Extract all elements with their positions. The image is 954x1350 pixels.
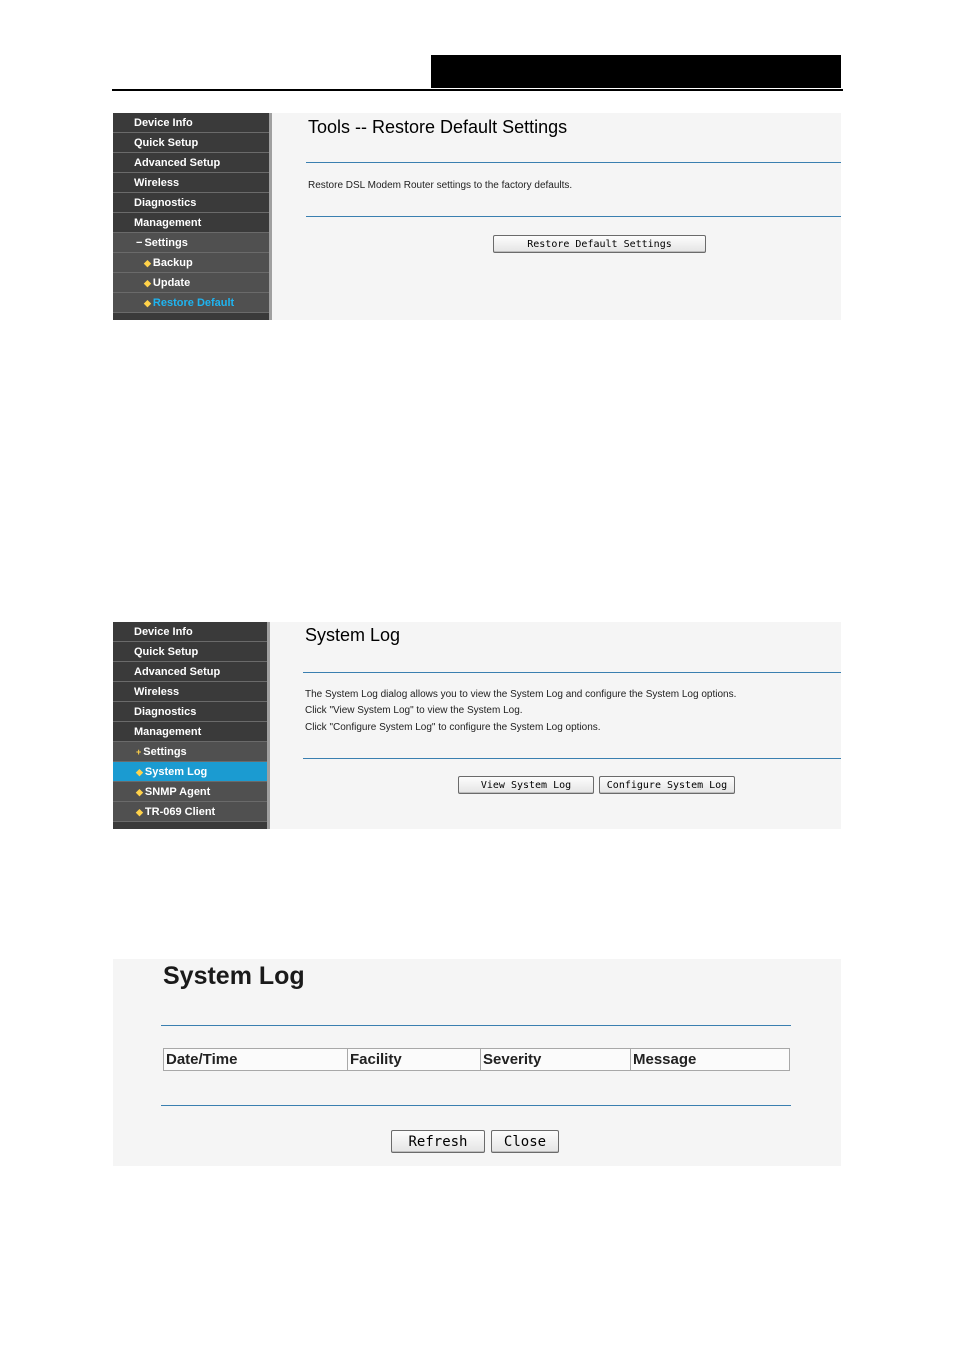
nav-update[interactable] bbox=[113, 273, 269, 293]
divider bbox=[161, 1025, 791, 1026]
page-header-bar bbox=[431, 55, 841, 88]
bullet-icon: ◆ bbox=[144, 278, 151, 288]
column-date-time: Date/Time bbox=[164, 1049, 348, 1071]
nav-snmp-agent-label: SNMP Agent bbox=[144, 786, 211, 798]
refresh-button[interactable]: Refresh bbox=[391, 1130, 485, 1153]
nav-settings-label: Settings bbox=[143, 746, 187, 758]
sidebar-border bbox=[267, 622, 270, 829]
description-line-3: Click "Configure System Log" to configure the System Log options. bbox=[305, 722, 601, 733]
nav-diagnostics[interactable]: Diagnostics bbox=[113, 193, 269, 213]
nav-advanced-setup[interactable]: Advanced Setup bbox=[113, 153, 269, 173]
system-log-panel bbox=[113, 622, 841, 829]
window-title: System Log bbox=[163, 962, 305, 990]
nav-device-info[interactable]: Device Info bbox=[113, 113, 269, 133]
nav-tr069-client[interactable] bbox=[113, 802, 269, 822]
nav-restore-default-label: Restore Default bbox=[152, 297, 235, 309]
log-table-header bbox=[164, 1049, 790, 1071]
log-table bbox=[163, 1048, 790, 1071]
nav-settings[interactable] bbox=[113, 233, 269, 253]
nav-tr069-client-label: TR-069 Client bbox=[144, 806, 216, 818]
nav-system-log[interactable] bbox=[113, 762, 269, 782]
page-header-rule bbox=[112, 89, 843, 91]
nav-settings-label: Settings bbox=[144, 237, 188, 249]
description-line-2: Click "View System Log" to view the System Log. bbox=[305, 705, 523, 716]
divider bbox=[306, 162, 841, 163]
bullet-icon: ◆ bbox=[144, 298, 151, 308]
sidebar-nav bbox=[113, 113, 269, 320]
close-button[interactable]: Close bbox=[491, 1130, 559, 1153]
sidebar-border bbox=[269, 113, 272, 320]
page-title: Tools -- Restore Default Settings bbox=[308, 117, 568, 137]
divider bbox=[303, 672, 841, 673]
view-system-log-button[interactable]: View System Log bbox=[458, 776, 594, 794]
bullet-icon: ◆ bbox=[136, 807, 143, 817]
bullet-icon: ◆ bbox=[136, 767, 143, 777]
nav-update-label: Update bbox=[152, 277, 191, 289]
divider bbox=[303, 758, 841, 759]
nav-quick-setup[interactable]: Quick Setup bbox=[113, 133, 269, 153]
sidebar-nav bbox=[113, 622, 269, 829]
restore-default-panel bbox=[113, 113, 841, 320]
plus-icon: + bbox=[136, 747, 142, 757]
nav-management[interactable]: Management bbox=[113, 213, 269, 233]
nav-quick-setup[interactable]: Quick Setup bbox=[113, 642, 269, 662]
column-severity: Severity bbox=[481, 1049, 631, 1071]
configure-system-log-button[interactable]: Configure System Log bbox=[599, 776, 735, 794]
restore-default-settings-button[interactable]: Restore Default Settings bbox=[493, 235, 706, 253]
nav-system-log-label: System Log bbox=[144, 766, 208, 778]
bullet-icon: ◆ bbox=[136, 787, 143, 797]
nav-backup-label: Backup bbox=[152, 257, 193, 269]
system-log-window bbox=[113, 959, 841, 1166]
page-title: System Log bbox=[305, 625, 401, 645]
column-facility: Facility bbox=[348, 1049, 481, 1071]
divider bbox=[161, 1105, 791, 1106]
description: Restore DSL Modem Router settings to the factory defaults. bbox=[308, 180, 573, 191]
divider bbox=[306, 216, 841, 217]
minus-icon: − bbox=[136, 237, 143, 249]
nav-restore-default[interactable] bbox=[113, 293, 269, 313]
nav-device-info[interactable]: Device Info bbox=[113, 622, 269, 642]
nav-wireless[interactable]: Wireless bbox=[113, 173, 269, 193]
nav-backup[interactable] bbox=[113, 253, 269, 273]
nav-settings[interactable] bbox=[113, 742, 269, 762]
nav-diagnostics[interactable]: Diagnostics bbox=[113, 702, 269, 722]
column-message: Message bbox=[631, 1049, 790, 1071]
nav-advanced-setup[interactable]: Advanced Setup bbox=[113, 662, 269, 682]
description-line-1: The System Log dialog allows you to view the System Log and configure the System Log options. bbox=[305, 689, 737, 700]
nav-management[interactable]: Management bbox=[113, 722, 269, 742]
bullet-icon: ◆ bbox=[144, 258, 151, 268]
nav-snmp-agent[interactable] bbox=[113, 782, 269, 802]
nav-wireless[interactable]: Wireless bbox=[113, 682, 269, 702]
